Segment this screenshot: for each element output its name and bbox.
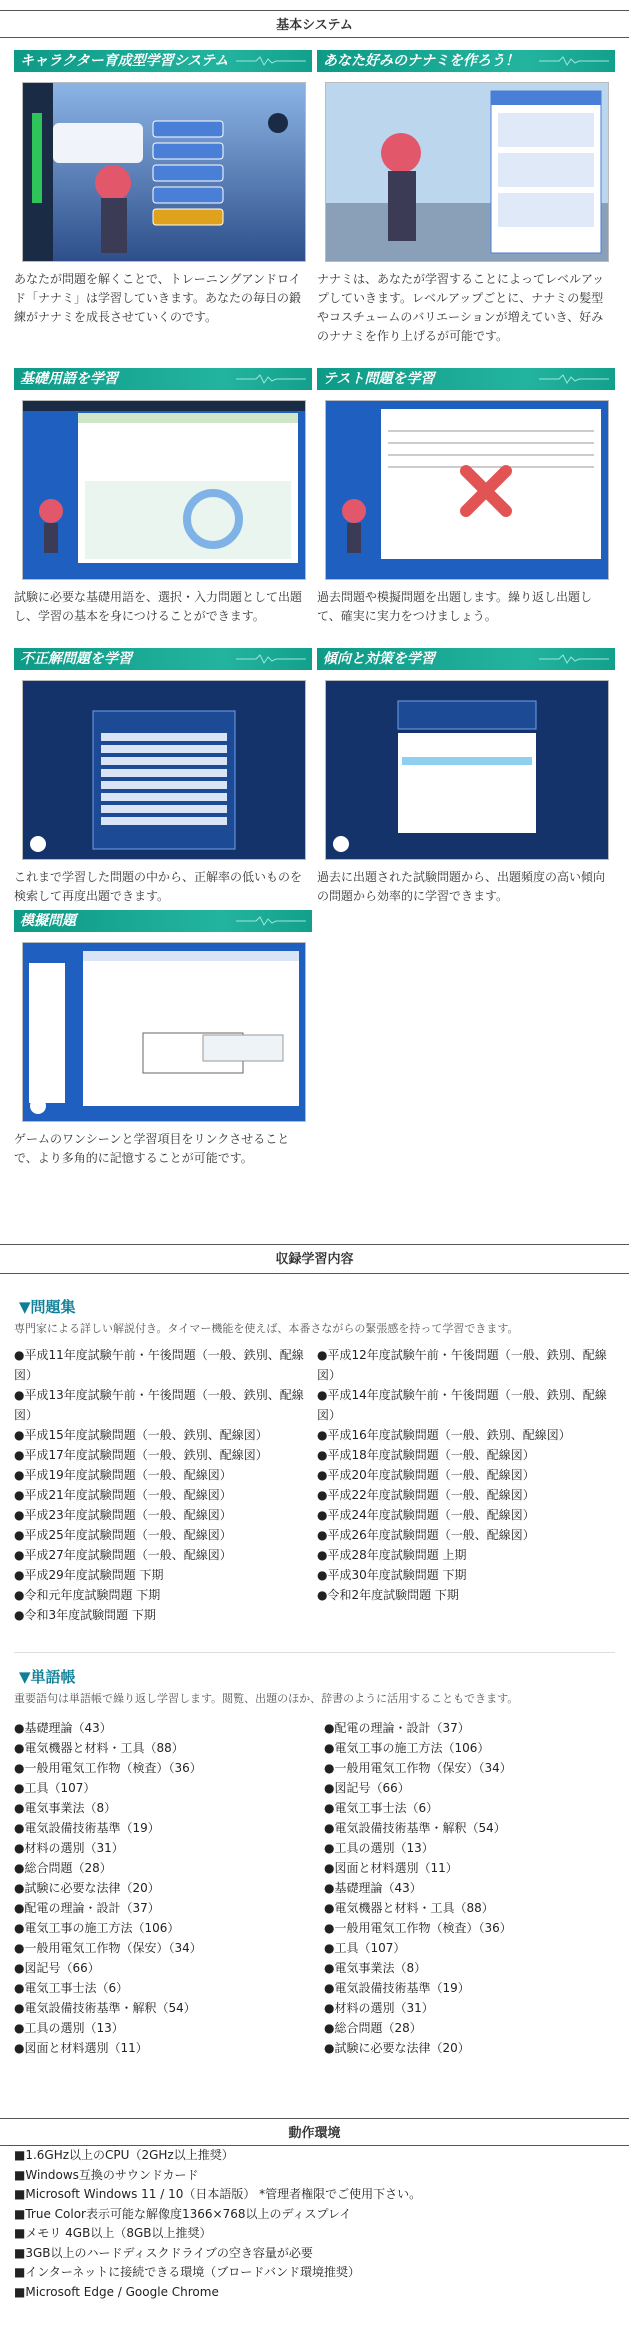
requirement-item: ■Microsoft Edge / Google Chrome	[14, 2284, 219, 2299]
list-item: ●基礎理論（43）	[14, 1721, 112, 1735]
feature-title-bar	[317, 648, 615, 670]
wave-decoration-icon	[236, 916, 306, 926]
section-title-system	[0, 10, 629, 38]
screenshot-incorrect-questions	[22, 680, 306, 860]
basic-terms-screen-image	[23, 401, 305, 579]
list-item: ●試験に必要な法律（20）	[14, 1881, 160, 1895]
feature-title-bar	[317, 50, 615, 72]
feature-title: テスト問題を学習	[323, 371, 435, 387]
feature-mock-exam	[14, 910, 312, 1168]
section-title-text: 収録学習内容	[275, 1252, 354, 1267]
list-item: ●電気事業法（8）	[324, 1961, 427, 1975]
screenshot-test-questions	[325, 400, 609, 580]
list-item: ●工具（107）	[324, 1941, 406, 1955]
list-item: ●試験に必要な法律（20）	[324, 2041, 470, 2055]
list-item: ●平成21年度試験問題（一般、配線図）	[14, 1488, 232, 1502]
requirement-item: ■Windows互換のサウンドカード	[14, 2167, 199, 2182]
requirement-item: ■メモリ 4GB以上（8GB以上推奨）	[14, 2226, 212, 2240]
feature-incorrect-questions	[14, 648, 312, 906]
wave-decoration-icon	[539, 654, 609, 664]
screenshot-customize	[325, 82, 609, 262]
requirement-item: ■1.6GHz以上のCPU（2GHz以上推奨）	[14, 2148, 234, 2162]
requirement-item: ■3GB以上のハードディスクドライブの空き容量が必要	[14, 2245, 313, 2260]
tangocho-description: 重要語句は単語帳で繰り返し学習します。閲覧、出題のほか、辞書のように活用することもできます。	[14, 1692, 519, 1705]
trends-screen-image	[326, 681, 608, 859]
wave-decoration-icon	[539, 56, 609, 66]
requirement-item: ■True Color表示可能な解像度1366×768以上のディスプレイ	[14, 2206, 352, 2221]
list-item: ●電気工事士法（6）	[324, 1801, 439, 1815]
list-item: ●総合問題（28）	[14, 1861, 112, 1875]
list-item: ●平成30年度試験問題 下期	[317, 1568, 467, 1582]
list-item: ●平成26年度試験問題（一般、配線図）	[317, 1528, 535, 1542]
requirement-item: ■インターネットに接続できる環境（ブロードバンド環境推奨）	[14, 2265, 361, 2279]
divider	[14, 1652, 615, 1653]
list-item: ●平成17年度試験問題（一般、鉄別、配線図）	[14, 1448, 268, 1462]
list-item: ●基礎理論（43）	[324, 1881, 422, 1895]
feature-title: 模擬問題	[20, 913, 76, 929]
feature-title: 基礎用語を学習	[20, 371, 118, 387]
list-item: ●図記号（66）	[324, 1781, 410, 1795]
feature-title-bar	[317, 368, 615, 390]
list-item: ●平成11年度試験午前・午後問題（一般、鉄別、配線図）	[14, 1348, 304, 1382]
list-item: ●電気工事士法（6）	[14, 1981, 129, 1995]
list-item: ●平成25年度試験問題（一般、配線図）	[14, 1528, 232, 1542]
list-item: ●電気機器と材料・工具（88）	[14, 1741, 184, 1755]
feature-test-questions	[317, 368, 615, 626]
section-title-text: 動作環境	[288, 2126, 341, 2141]
list-item: ●一般用電気工作物（保安）（34）	[324, 1761, 512, 1775]
list-item: ●平成19年度試験問題（一般、配線図）	[14, 1468, 232, 1482]
feature-description: これまで学習した問題の中から、正解率の低いものを検索して再度出題できます。	[14, 870, 303, 903]
mondaishu-heading: ▼問題集	[19, 1298, 76, 1316]
wave-decoration-icon	[539, 374, 609, 384]
list-item: ●平成16年度試験問題（一般、鉄別、配線図）	[317, 1428, 571, 1442]
list-item: ●工具（107）	[14, 1781, 96, 1795]
customize-screen-image	[326, 83, 608, 261]
tangocho-heading: ▼単語帳	[19, 1668, 76, 1686]
feature-trends	[317, 648, 615, 906]
feature-title: あなた好みのナナミを作ろう！	[323, 53, 519, 69]
list-item: ●総合問題（28）	[324, 2021, 422, 2035]
list-item: ●図記号（66）	[14, 1961, 100, 1975]
incorrect-questions-screen-image	[23, 681, 305, 859]
section-title-text: 基本システム	[276, 18, 353, 33]
list-item: ●平成28年度試験問題 上期	[317, 1548, 467, 1562]
list-item: ●令和2年度試験問題 下期	[317, 1588, 459, 1602]
wave-decoration-icon	[236, 374, 306, 384]
mock-exam-screen-image	[23, 943, 305, 1121]
list-item: ●一般用電気工作物（保安）（34）	[14, 1941, 202, 1955]
feature-character-system	[14, 50, 312, 327]
feature-description: あなたが問題を解くことで、トレーニングアンドロイド「ナナミ」は学習していきます。あなたの毎日の鍛練がナナミを成長させていくのです。	[14, 272, 302, 324]
list-item: ●平成23年度試験問題（一般、配線図）	[14, 1508, 232, 1522]
feature-title: 不正解問題を学習	[20, 651, 132, 667]
list-item: ●電気工事の施工方法（106）	[324, 1741, 490, 1755]
feature-description: 過去問題や模擬問題を出題します。繰り返し出題して、確実に実力をつけましょう。	[317, 590, 593, 623]
screenshot-mock-exam	[22, 942, 306, 1122]
list-item: ●平成15年度試験問題（一般、鉄別、配線図）	[14, 1428, 268, 1442]
list-item: ●配電の理論・設計（37）	[324, 1721, 470, 1735]
list-item: ●平成29年度試験問題 下期	[14, 1568, 164, 1582]
section-title-content	[0, 1244, 629, 1274]
list-item: ●電気設備技術基準・解釈（54）	[14, 2001, 196, 2015]
list-item: ●工具の選別（13）	[14, 2021, 124, 2035]
feature-description: 試験に必要な基礎用語を、選択・入力問題として出題し、学習の基本を身につけることができます。	[14, 590, 303, 623]
tangocho-list-left	[14, 1718, 314, 2058]
feature-description: ナナミは、あなたが学習することによってレベルアップしていきます。レベルアップごとに、ナナミの髪型やコスチュームのバリエーションが増えていき、好みのナナミを作り上げるが可能です。	[317, 272, 605, 343]
list-item: ●電気設備技術基準（19）	[14, 1821, 160, 1835]
list-item: ●電気機器と材料・工具（88）	[324, 1901, 494, 1915]
tangocho-list-right	[324, 1718, 624, 2058]
feature-title-bar	[14, 910, 312, 932]
list-item: ●工具の選別（13）	[324, 1841, 434, 1855]
list-item: ●配電の理論・設計（37）	[14, 1901, 160, 1915]
list-item: ●材料の選別（31）	[14, 1841, 124, 1855]
feature-title: キャラクター育成型学習システム	[20, 53, 229, 69]
list-item: ●平成24年度試験問題（一般、配線図）	[317, 1508, 535, 1522]
system-requirements-list	[14, 2146, 421, 2302]
feature-customize	[317, 50, 615, 346]
feature-title-bar	[14, 648, 312, 670]
list-item: ●平成27年度試験問題（一般、配線図）	[14, 1548, 232, 1562]
feature-title-bar	[14, 368, 312, 390]
list-item: ●図面と材料選別（11）	[324, 1861, 458, 1875]
list-item: ●図面と材料選別（11）	[14, 2041, 148, 2055]
list-item: ●平成14年度試験午前・午後問題（一般、鉄別、配線図）	[317, 1388, 607, 1422]
list-item: ●電気設備技術基準（19）	[324, 1981, 470, 1995]
list-item: ●平成18年度試験問題（一般、配線図）	[317, 1448, 535, 1462]
requirement-item: ■Microsoft Windows 11 / 10（日本語版） *管理者権限でご使用下さい。	[14, 2187, 422, 2201]
screenshot-basic-terms	[22, 400, 306, 580]
list-item: ●令和元年度試験問題 下期	[14, 1588, 161, 1602]
mondaishu-description: 専門家による詳しい解説付き。タイマー機能を使えば、本番さながらの緊張感を持って学習できます。	[14, 1322, 519, 1335]
feature-title-bar	[14, 50, 312, 72]
list-item: ●平成12年度試験午前・午後問題（一般、鉄別、配線図）	[317, 1348, 607, 1382]
mondaishu-list-left	[14, 1345, 314, 1625]
section-title-env	[0, 2118, 629, 2146]
feature-description: ゲームのワンシーンと学習項目をリンクさせることで、より多角的に記憶することが可能です。	[14, 1132, 290, 1165]
feature-title: 傾向と対策を学習	[323, 651, 435, 667]
list-item: ●平成13年度試験午前・午後問題（一般、鉄別、配線図）	[14, 1388, 304, 1422]
wave-decoration-icon	[236, 654, 306, 664]
list-item: ●電気事業法（8）	[14, 1801, 117, 1815]
list-item: ●電気設備技術基準・解釈（54）	[324, 1821, 506, 1835]
list-item: ●一般用電気工作物（検査）（36）	[14, 1761, 202, 1775]
screenshot-trends	[325, 680, 609, 860]
list-item: ●材料の選別（31）	[324, 2001, 434, 2015]
wave-decoration-icon	[236, 56, 306, 66]
character-screen-image	[23, 83, 305, 261]
feature-description: 過去に出題された試験問題から、出題頻度の高い傾向の問題から効率的に学習できます。	[317, 870, 606, 903]
screenshot-character-system	[22, 82, 306, 262]
list-item: ●平成22年度試験問題（一般、配線図）	[317, 1488, 535, 1502]
list-item: ●令和3年度試験問題 下期	[14, 1608, 156, 1622]
list-item: ●平成20年度試験問題（一般、配線図）	[317, 1468, 535, 1482]
list-item: ●一般用電気工作物（検査）（36）	[324, 1921, 512, 1935]
list-item: ●電気工事の施工方法（106）	[14, 1921, 180, 1935]
test-questions-screen-image	[326, 401, 608, 579]
mondaishu-list-right	[317, 1345, 617, 1605]
feature-basic-terms	[14, 368, 312, 626]
